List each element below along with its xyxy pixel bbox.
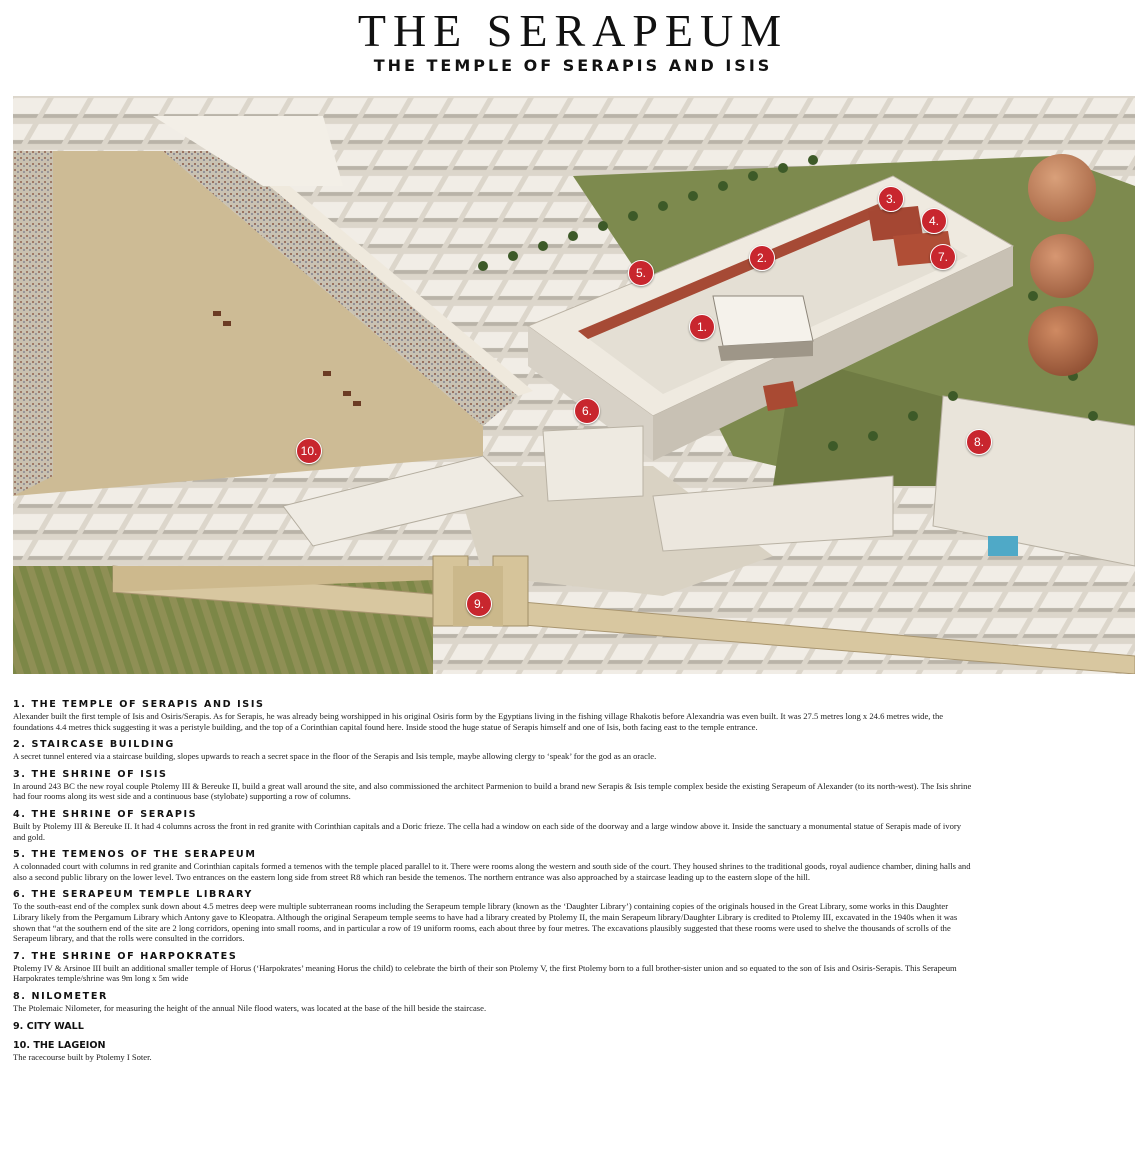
legend-title: 6. THE SERAPEUM TEMPLE LIBRARY — [13, 889, 253, 901]
marker-8: 8. — [966, 429, 992, 455]
legend-body: The Ptolemaic Nilometer, for measuring the height of the annual Nile flood waters, was located at the base of the hill beside the staircase. — [13, 1002, 487, 1013]
legend-list — [13, 699, 1133, 1069]
legend-title: 5. THE TEMENOS OF THE SERAPEUM — [13, 849, 257, 861]
legend-item-serapis-shrine — [13, 809, 1133, 842]
legend-body: Alexander built the first temple of Isis and Osiris/Serapis. As for Serapis, he was already being worshipped in his original Osiris form by the Egyptians living in the fishing village Rhakotis before Alexandria was even built. It was 27.5 metres long x 24.6 metres wide, the foundations 4.4 metres thick suggesting it was a peristyle building, and the top of a Corinthian capital found here. Inside stood the huge statue of Serapis himself and one of Isis, both facing east to the temple entrance. — [13, 711, 944, 732]
page-title: THE SERAPEUM — [357, 5, 789, 56]
legend-body: Ptolemy IV & Arsinoe III built an additional smaller temple of Horus (‘Harpokrates’ meaning Horus the child) to celebrate the birth of their son Ptolemy V, the first Ptolemy born to a full brother-sister union and so equated to the son of Isis and Osiris-Serapis. This Serapeum Harpokrates temple/shrine was 9m long x 5m wide — [13, 962, 957, 984]
legend-item-nilometer — [13, 991, 1133, 1014]
marker-2: 2. — [749, 245, 775, 271]
legend-body: In around 243 BC the new royal couple Ptolemy III & Bereuke II, build a great wall around the site, and also commissioned the architect Parmenion to build a brand new Serapis & Isis temple complex beside the existing Serapeum of Alexander (to its north-west). The Isis shrine had four rooms along its west side and a continuous base (stylobate) supporting a row of columns. — [13, 780, 972, 802]
legend-body: A colonnaded court with columns in red granite and Corinthian capitals formed a temenos with the temple placed parallel to it. There were rooms along the western and south side of the court. They housed shrines to the traditional goods, royal audience chamber, dining halls and also a second public library on the lower level. Two entrances on the eastern long side from street R8 which ran beside the temenos. The northern entrance was also approached by a staircase leading up to the eastern slope of the hill. — [13, 861, 971, 882]
coin-image-3 — [1028, 306, 1098, 376]
legend-title: 8. NILOMETER — [13, 990, 108, 1002]
legend-body: A secret tunnel entered via a staircase building, slopes upwards to reach a secret space in the floor of the Serapis and Isis temple, maybe allowing clergy to ‘speak’ for the god as an oracle. — [13, 751, 657, 762]
marker-4: 4. — [921, 208, 947, 234]
legend-title: 9. CITY WALL — [13, 1020, 84, 1032]
legend-body: Built by Ptolemy III & Bereuke II. It had 4 columns across the front in red granite with Corinthian capitals and a Doric frieze. The cella had a window on each side of the doorway and a large window above it. Inside the sanctuary a monumental statue of Serapis made of ivory and gold. — [13, 820, 962, 842]
marker-10: 10. — [296, 438, 322, 464]
legend-title: 1. THE TEMPLE OF SERAPIS AND ISIS — [13, 699, 265, 710]
legend-title: 7. THE SHRINE OF HARPOKRATES — [13, 950, 238, 962]
legend-title: 4. THE SHRINE OF SERAPIS — [13, 808, 198, 820]
legend-title: 10. THE LAGEION — [13, 1039, 106, 1051]
legend-title: 2. STAIRCASE BUILDING — [13, 739, 175, 751]
legend-item-isis-shrine — [13, 769, 1133, 802]
city-map-drawing — [13, 96, 1135, 674]
legend-item-temple — [13, 699, 1133, 732]
legend-title: 3. THE SHRINE OF ISIS — [13, 768, 168, 780]
marker-1: 1. — [689, 314, 715, 340]
legend-item-city-wall — [13, 1021, 1133, 1033]
legend-item-library — [13, 889, 1133, 943]
legend-item-harpokrates — [13, 951, 1133, 984]
marker-9: 9. — [466, 591, 492, 617]
page-subtitle: THE TEMPLE OF SERAPIS AND ISIS — [373, 56, 773, 75]
coin-image-2 — [1030, 234, 1094, 298]
legend-item-temenos — [13, 849, 1133, 882]
legend-body: The racecourse built by Ptolemy I Soter. — [13, 1051, 152, 1062]
legend-body: To the south-east end of the complex sunk down about 4.5 metres deep were multiple subterranean rooms including the Serapeum temple library (known as the ‘Daughter Library’) containing copies of the originals housed in the Great Library, some works in this Daughter Library likely from the Pergamum Library which Antony gave to Kleopatra. Although the original Serapeum temple seems to have had a library created by Ptolemy II, the main Serapeum library/Daughter Library is credited to Ptolemy III, excavated in the 1940s when it was shown that “at the southern end of the site are 2 long corridors, opening into small rooms, and in particular a row of 19 uniform rooms, each about three by four metres. The excavations plausibly suggested that these rooms were used to shelve the thousands of scrolls of the Serapeum library, and that the rolls were consulted in the corridors. — [13, 901, 958, 944]
legend-item-lageion — [13, 1040, 1133, 1063]
marker-5: 5. — [628, 260, 654, 286]
legend-item-staircase — [13, 739, 1133, 762]
serapeum-illustration — [13, 96, 1135, 674]
marker-3: 3. — [878, 186, 904, 212]
marker-6: 6. — [574, 398, 600, 424]
coin-image-1 — [1028, 154, 1096, 222]
marker-7: 7. — [930, 244, 956, 270]
